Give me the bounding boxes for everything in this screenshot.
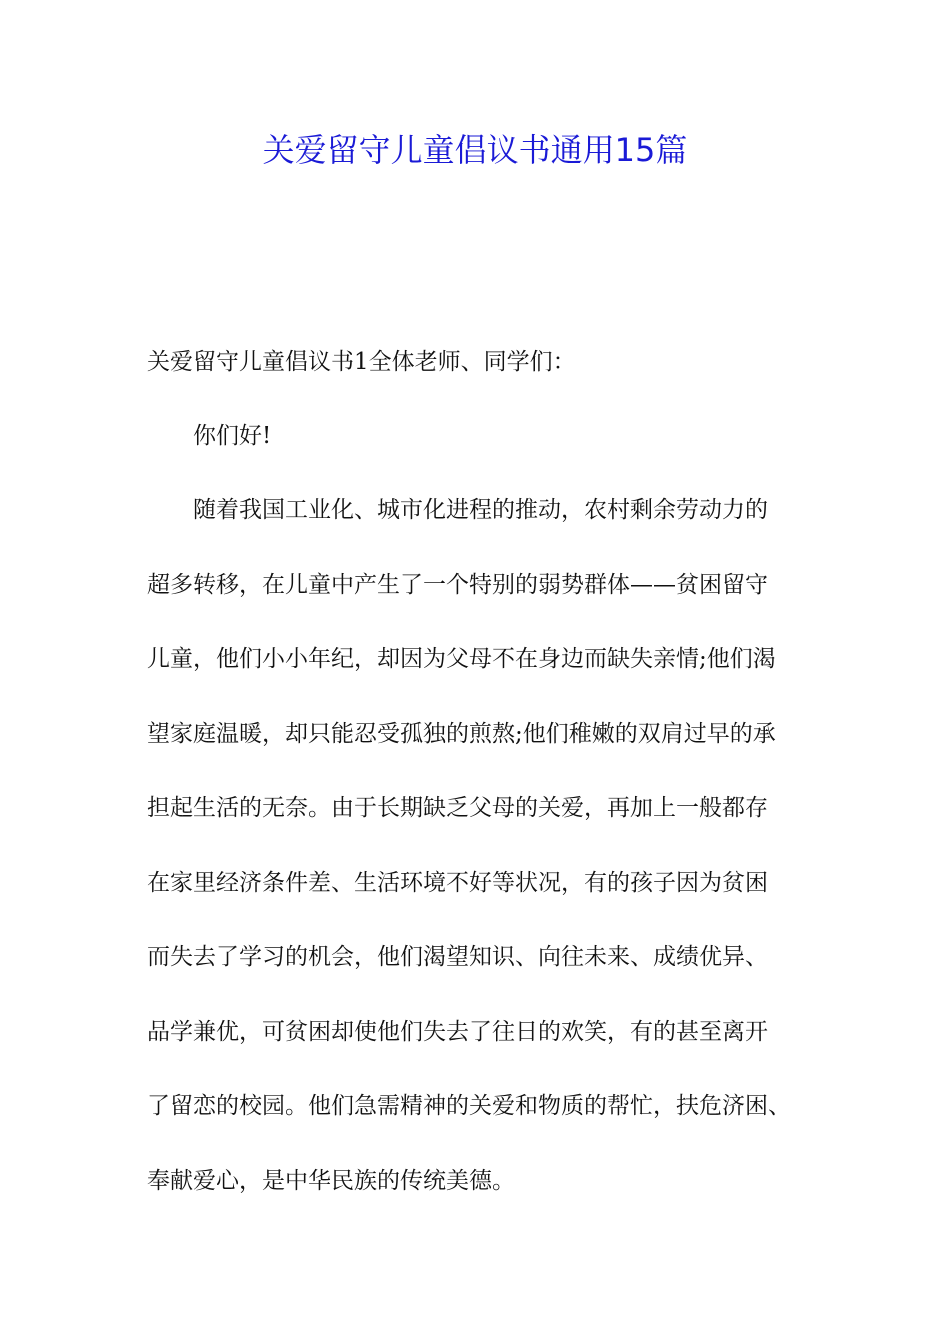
paragraph-line: 儿童，他们小小年纪，却因为父母不在身边而缺失亲情;他们渴 [147, 646, 776, 672]
greeting-line: 你们好! [193, 423, 272, 449]
paragraph-line: 而失去了学习的机会，他们渴望知识、向往未来、成绩优异、 [147, 944, 768, 970]
paragraph-line: 望家庭温暖，却只能忍受孤独的煎熬;他们稚嫩的双肩过早的承 [147, 721, 776, 747]
paragraph-line: 品学兼优，可贫困却使他们失去了往日的欢笑，有的甚至离开 [147, 1019, 768, 1045]
paragraph-line: 超多转移，在儿童中产生了一个特别的弱势群体——贫困留守 [147, 572, 768, 598]
paragraph-line: 奉献爱心，是中华民族的传统美德。 [147, 1168, 515, 1194]
document-title: 关爱留守儿童倡议书通用15篇 [262, 131, 688, 169]
paragraph-line: 了留恋的校园。他们急需精神的关爱和物质的帮忙，扶危济困、 [147, 1093, 791, 1119]
paragraph-line: 担起生活的无奈。由于长期缺乏父母的关爱，再加上一般都存 [147, 795, 768, 821]
paragraph-line: 随着我国工业化、城市化进程的推动，农村剩余劳动力的 [193, 497, 768, 523]
salutation-line: 关爱留守儿童倡议书1全体老师、同学们： [147, 349, 576, 375]
paragraph-line: 在家里经济条件差、生活环境不好等状况，有的孩子因为贫困 [147, 870, 768, 896]
